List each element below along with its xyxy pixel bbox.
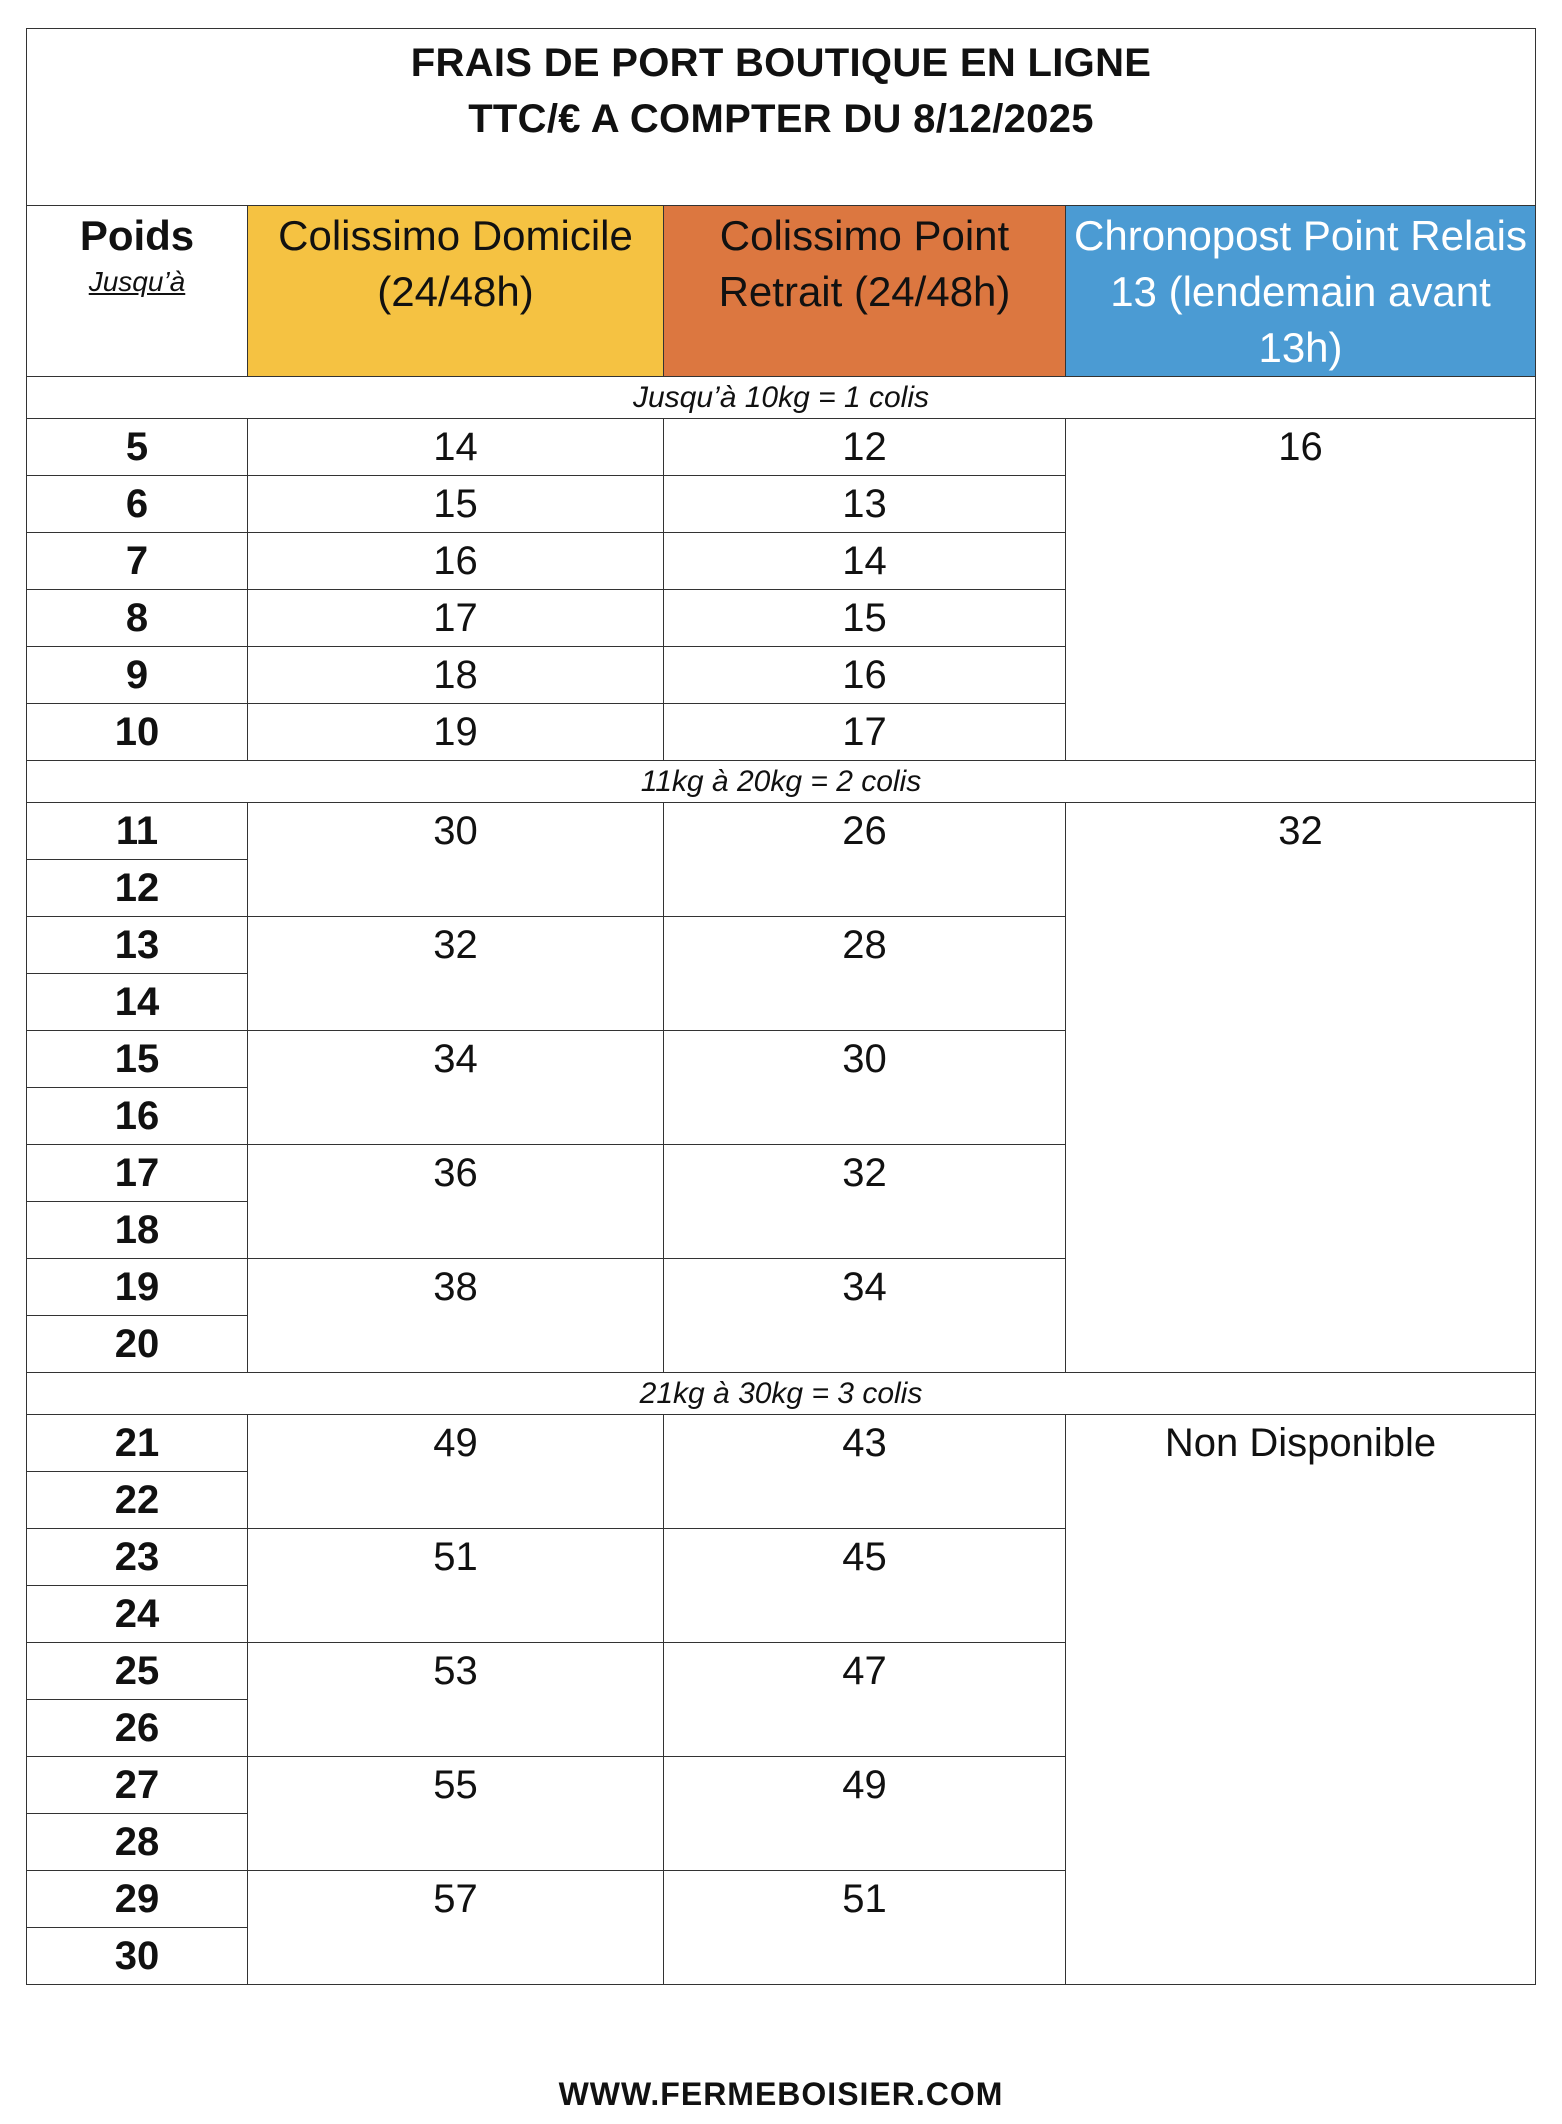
price-colissimo-point-retrait: 47 [664, 1643, 1066, 1757]
weight-cell: 20 [27, 1316, 248, 1373]
price-colissimo-domicile: 17 [248, 590, 664, 647]
section-row [27, 1373, 1536, 1415]
section-row [27, 761, 1536, 803]
price-colissimo-domicile: 36 [248, 1145, 664, 1259]
weight-cell: 10 [27, 704, 248, 761]
price-colissimo-point-retrait: 14 [664, 533, 1066, 590]
price-colissimo-point-retrait: 30 [664, 1031, 1066, 1145]
section-label: Jusqu’à 10kg = 1 colis [27, 377, 1536, 419]
price-chronopost: 32 [1066, 803, 1536, 1373]
weight-cell: 6 [27, 476, 248, 533]
weight-cell: 19 [27, 1259, 248, 1316]
price-colissimo-domicile: 49 [248, 1415, 664, 1529]
weight-cell: 11 [27, 803, 248, 860]
price-colissimo-domicile: 18 [248, 647, 664, 704]
shipping-rates-table [26, 28, 1536, 1985]
weight-cell: 27 [27, 1757, 248, 1814]
price-colissimo-point-retrait: 45 [664, 1529, 1066, 1643]
section-row [27, 377, 1536, 419]
rates-body [27, 377, 1536, 1985]
header-weight [27, 206, 248, 377]
price-colissimo-point-retrait: 13 [664, 476, 1066, 533]
table-row [27, 803, 1536, 860]
price-colissimo-domicile: 19 [248, 704, 664, 761]
weight-cell: 25 [27, 1643, 248, 1700]
weight-cell: 17 [27, 1145, 248, 1202]
footer-website: WWW.FERMEBOISIER.COM [558, 2076, 1004, 2112]
table-title [27, 29, 1536, 206]
weight-cell: 12 [27, 860, 248, 917]
weight-cell: 9 [27, 647, 248, 704]
price-chronopost: 16 [1066, 419, 1536, 761]
section-label: 11kg à 20kg = 2 colis [27, 761, 1536, 803]
weight-cell: 30 [27, 1928, 248, 1985]
price-chronopost: Non Disponible [1066, 1415, 1536, 1985]
price-colissimo-point-retrait: 16 [664, 647, 1066, 704]
price-colissimo-domicile: 57 [248, 1871, 664, 1985]
header-colissimo-domicile: Colissimo Domicile (24/48h) [248, 206, 664, 377]
price-colissimo-domicile: 34 [248, 1031, 664, 1145]
title-line-2: TTC/€ A COMPTER DU 8/12/2025 [468, 97, 1094, 141]
weight-cell: 16 [27, 1088, 248, 1145]
header-colissimo-point-retrait: Colissimo Point Retrait (24/48h) [664, 206, 1066, 377]
weight-cell: 7 [27, 533, 248, 590]
title-line-1: FRAIS DE PORT BOUTIQUE EN LIGNE [410, 41, 1152, 85]
price-colissimo-point-retrait: 28 [664, 917, 1066, 1031]
weight-cell: 29 [27, 1871, 248, 1928]
price-colissimo-domicile: 53 [248, 1643, 664, 1757]
header-chronopost-point-relais: Chronopost Point Relais 13 (lendemain avant 13h) [1066, 206, 1536, 377]
price-colissimo-domicile: 15 [248, 476, 664, 533]
price-colissimo-domicile: 30 [248, 803, 664, 917]
section-label: 21kg à 30kg = 3 colis [27, 1373, 1536, 1415]
weight-cell: 23 [27, 1529, 248, 1586]
weight-cell: 15 [27, 1031, 248, 1088]
table-row [27, 1415, 1536, 1472]
table-row [27, 419, 1536, 476]
price-colissimo-domicile: 32 [248, 917, 664, 1031]
header-weight-sub: Jusqu’à [88, 266, 186, 297]
price-colissimo-point-retrait: 43 [664, 1415, 1066, 1529]
weight-cell: 21 [27, 1415, 248, 1472]
price-colissimo-point-retrait: 12 [664, 419, 1066, 476]
weight-cell: 26 [27, 1700, 248, 1757]
header-weight-label: Poids [79, 212, 195, 259]
price-colissimo-point-retrait: 26 [664, 803, 1066, 917]
shipping-rates-sheet [26, 28, 1535, 1985]
weight-cell: 24 [27, 1586, 248, 1643]
price-colissimo-domicile: 14 [248, 419, 664, 476]
price-colissimo-point-retrait: 17 [664, 704, 1066, 761]
price-colissimo-point-retrait: 15 [664, 590, 1066, 647]
weight-cell: 5 [27, 419, 248, 476]
price-colissimo-point-retrait: 49 [664, 1757, 1066, 1871]
price-colissimo-point-retrait: 32 [664, 1145, 1066, 1259]
weight-cell: 22 [27, 1472, 248, 1529]
price-colissimo-domicile: 16 [248, 533, 664, 590]
weight-cell: 8 [27, 590, 248, 647]
price-colissimo-domicile: 38 [248, 1259, 664, 1373]
weight-cell: 13 [27, 917, 248, 974]
price-colissimo-point-retrait: 51 [664, 1871, 1066, 1985]
price-colissimo-point-retrait: 34 [664, 1259, 1066, 1373]
weight-cell: 18 [27, 1202, 248, 1259]
price-colissimo-domicile: 55 [248, 1757, 664, 1871]
price-colissimo-domicile: 51 [248, 1529, 664, 1643]
weight-cell: 14 [27, 974, 248, 1031]
weight-cell: 28 [27, 1814, 248, 1871]
